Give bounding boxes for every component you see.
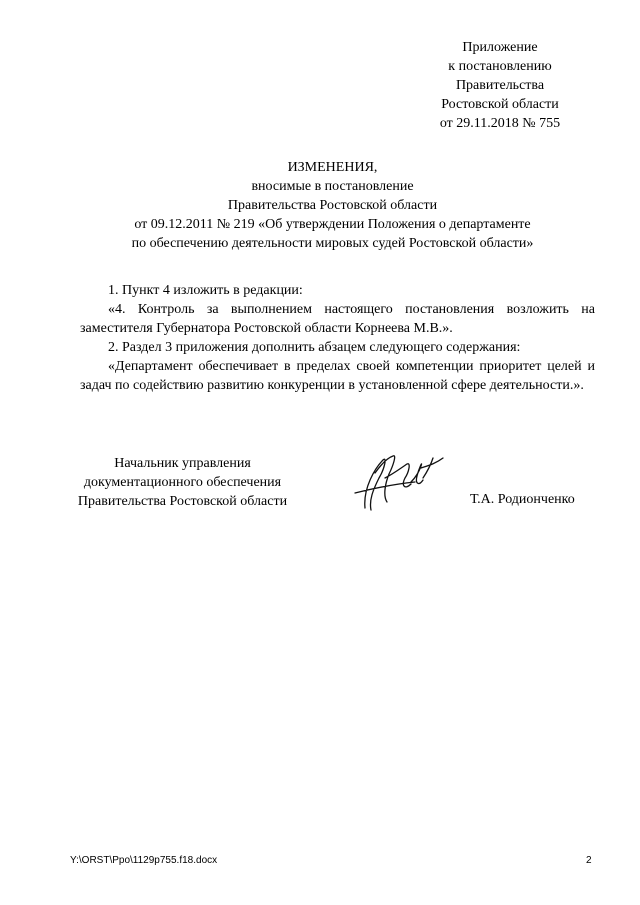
- appendix-line: Правительства: [455, 78, 545, 93]
- page-number: 2: [586, 855, 592, 866]
- file-path: Y:\ORST\Ppo\1129p755.f18.docx: [70, 855, 218, 866]
- document-title: [60, 158, 605, 253]
- position-line: Правительства Ростовской области: [77, 494, 288, 509]
- signatory-position: [50, 454, 315, 511]
- appendix-line: Приложение: [462, 40, 538, 55]
- title-line: вносимые в постановление: [251, 179, 414, 194]
- appendix-line: от 29.11.2018 № 755: [439, 116, 561, 131]
- title-line: от 09.12.2011 № 219 «Об утверждении Положения о департаменте: [134, 217, 531, 232]
- body-paragraph: 2. Раздел 3 приложения дополнить абзацем следующего содержания:: [108, 340, 521, 355]
- document-body: [80, 281, 595, 395]
- position-line: документационного обеспечения: [83, 475, 282, 490]
- handwritten-signature: [335, 438, 455, 523]
- position-line: Начальник управления: [114, 456, 251, 471]
- appendix-line: к постановлению: [448, 59, 552, 74]
- title-heading: ИЗМЕНЕНИЯ,: [287, 160, 378, 175]
- appendix-block: [400, 38, 600, 133]
- title-line: Правительства Ростовской области: [227, 198, 438, 213]
- body-paragraph: «4. Контроль за выполнением настоящего постановления возложить на заместителя Губернатора Ростовской области Корнеева М.В.».: [80, 302, 595, 336]
- signatory-name: Т.А. Родионченко: [470, 492, 575, 507]
- body-paragraph: 1. Пункт 4 изложить в редакции:: [108, 283, 303, 298]
- appendix-line: Ростовской области: [441, 97, 559, 112]
- title-line: по обеспечению деятельности мировых судей Ростовской области»: [131, 236, 534, 251]
- body-paragraph: «Департамент обеспечивает в пределах своей компетенции приоритет целей и задач по содействию развитию конкуренции в установленной сфере деятельности.».: [80, 359, 595, 393]
